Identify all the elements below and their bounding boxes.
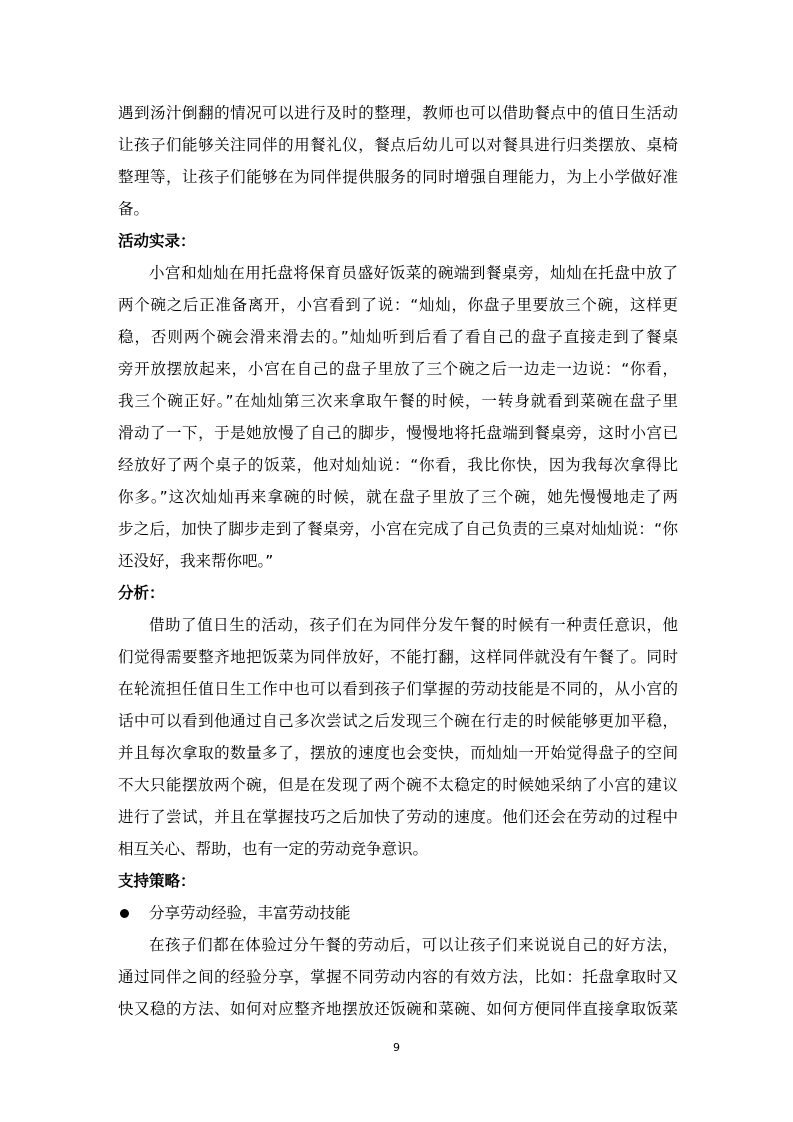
text-line: 进行了尝试，并且在掌握技巧之后加快了劳动的速度。他们还会在劳动的过程中 xyxy=(118,808,678,826)
text-line: 通过同伴之间的经验分享，掌握不同劳动内容的有效方法，比如：托盘拿取时又 xyxy=(118,968,678,986)
section-heading-record: 活动实录： xyxy=(118,232,196,250)
text-line: 稳，否则两个碗会滑来滑去的。”灿灿听到后看了看自己的盘子直接走到了餐桌 xyxy=(118,328,678,346)
bullet-text: 分享劳动经验，丰富劳动技能 xyxy=(149,904,351,922)
text-line: 相互关心、帮助，也有一定的劳动竞争意识。 xyxy=(118,840,429,858)
strategy-paragraph xyxy=(118,929,678,1025)
text-line: 小宫和灿灿在用托盘将保育员盛好饭菜的碗端到餐桌旁，灿灿在托盘中放了 xyxy=(149,264,678,282)
text-line: 们觉得需要整齐地把饭菜为同伴放好，不能打翻，这样同伴就没有午餐了。同时 xyxy=(118,648,678,666)
text-line: 滑动了一下，于是她放慢了自己的脚步，慢慢地将托盘端到餐桌旁，这时小宫已 xyxy=(118,424,678,442)
text-line: 借助了值日生的活动，孩子们在为同伴分发午餐的时候有一种责任意识，他 xyxy=(149,616,678,634)
text-line: 我三个碗正好。”在灿灿第三次来拿取午餐的时候，一转身就看到菜碗在盘子里 xyxy=(118,392,678,410)
section-heading-analysis: 分析： xyxy=(118,584,165,602)
text-line: 并且每次拿取的数量多了，摆放的速度也会变快，而灿灿一开始觉得盘子的空间 xyxy=(118,744,678,762)
page-number: 9 xyxy=(393,1041,400,1054)
analysis-paragraph xyxy=(118,609,678,865)
text-line: 在孩子们都在体验过分午餐的劳动后，可以让孩子们来说说自己的好方法， xyxy=(149,936,678,954)
text-line: 话中可以看到他通过自己多次尝试之后发现三个碗在行走的时候能够更加平稳， xyxy=(118,712,678,730)
section-heading-strategy: 支持策略： xyxy=(118,872,196,890)
text-line: 在轮流担任值日生工作中也可以看到孩子们掌握的劳动技能是不同的，从小宫的 xyxy=(118,680,678,698)
text-line: 两个碗之后正准备离开，小宫看到了说：“灿灿，你盘子里要放三个碗，这样更 xyxy=(118,296,678,314)
text-line: 遇到汤汁倒翻的情况可以进行及时的整理，教师也可以借助餐点中的值日生活动 xyxy=(118,104,678,122)
record-paragraph xyxy=(118,257,678,577)
text-line: 步之后，加快了脚步走到了餐桌旁，小宫在完成了自己负责的三桌对灿灿说：“你 xyxy=(118,520,678,538)
text-line: 经放好了两个桌子的饭菜，他对灿灿说：“你看，我比你快，因为我每次拿得比 xyxy=(118,456,678,474)
text-line: 不大只能摆放两个碗，但是在发现了两个碗不太稳定的时候她采纳了小宫的建议 xyxy=(118,776,678,794)
text-line: 还没好，我来帮你吧。” xyxy=(118,552,274,570)
page-content xyxy=(118,97,678,1025)
text-line: 让孩子们能够关注同伴的用餐礼仪，餐点后幼儿可以对餐具进行归类摆放、桌椅 xyxy=(118,136,678,154)
bullet-dot-icon xyxy=(120,909,129,918)
text-line: 整理等，让孩子们能够在为同伴提供服务的同时增强自理能力，为上小学做好准 xyxy=(118,168,678,186)
text-line: 你多。”这次灿灿再来拿碗的时候，就在盘子里放了三个碗，她先慢慢地走了两 xyxy=(118,488,678,506)
intro-paragraph xyxy=(118,97,678,225)
text-line: 备。 xyxy=(118,200,150,218)
text-line: 快又稳的方法、如何对应整齐地摆放还饭碗和菜碗、如何方便同伴直接拿取饭菜 xyxy=(118,1000,678,1018)
text-line: 旁开放摆放起来，小宫在自己的盘子里放了三个碗之后一边走一边说：“你看， xyxy=(118,360,678,378)
bullet-item xyxy=(118,897,678,929)
